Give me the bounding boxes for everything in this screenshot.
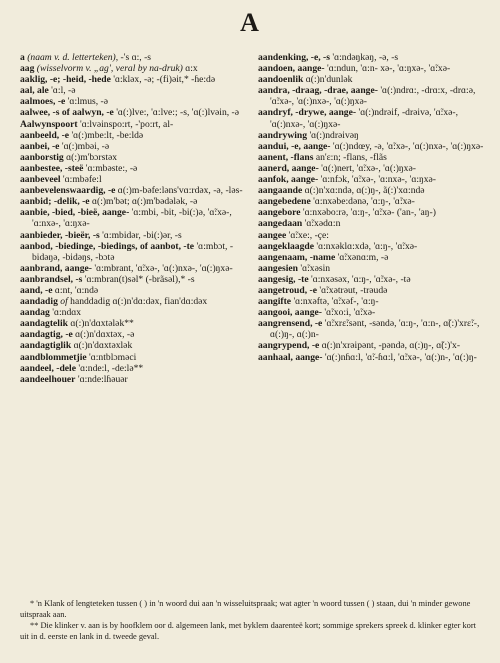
dictionary-entry (20, 85, 256, 96)
dictionary-entry (20, 185, 256, 196)
dictionary-entry (20, 130, 256, 141)
dictionary-entry (258, 163, 494, 174)
pronunciation: 'ɑ:lmus, -ə (65, 96, 109, 108)
headword: aanbestee, -steë (20, 162, 84, 174)
dictionary-entry (20, 119, 256, 130)
pronunciation: 'ɑ(:)ndrəif, -drəivə, 'ɑ̃:xə-, 'ɑ(:)nxə-, 'ɑ(:)ŋxə- (270, 107, 458, 130)
dictionary-entry (258, 130, 494, 141)
dictionary-entry (20, 318, 256, 329)
pronunciation: ɑ(:)m'bɔrstəx (63, 151, 118, 163)
pronunciation: ɑ(:)n'xɑ:ndə, ɑ(:)ŋ-, ã(:)'xɑ:ndə (302, 185, 425, 197)
dictionary-entry (20, 152, 256, 163)
headword: aanbeveel (20, 174, 61, 186)
pronunciation: 'ɑ:lvəinspo:rt, -'po:rt, al- (77, 118, 174, 130)
dictionary-entry (20, 163, 256, 174)
dictionary-entry (20, 174, 256, 185)
headword: aanbie, -bied, -bieë, aange- (20, 207, 130, 219)
dictionary-entry (258, 85, 494, 107)
headword: aandeelhouer (20, 373, 76, 385)
headword: aangeklaagde (258, 240, 314, 252)
pronunciation: 'ɑ(:)nert, 'ɑ̃:xə-, 'ɑ(:)ŋxə- (318, 162, 416, 174)
dictionary-entry (20, 241, 256, 263)
headword: aandagtig, -e (20, 329, 73, 341)
pronunciation: 'ɑ̃:xətrəut, -trəudə (316, 284, 388, 296)
dictionary-entry (258, 152, 494, 163)
pronunciation: ɑ(:)n'xrəipənt, -pəndə, ɑ(:)ŋ-, ɑ̃(:)'x- (319, 340, 461, 352)
pronunciation: ɑ(:)m'bət; ɑ(:)m'bədələk, -ə (89, 196, 198, 208)
pronunciation: 'ɑ:ndɑx (49, 307, 82, 319)
footnote-2: ** Die klinker v. aan is by hoofklem oor d. algemeen lank, met byklem daarenteë kort; sommige sprekers spreek d. klinker egter kort uit in d. eerste en lank in d. tweede geval. (20, 621, 476, 641)
dictionary-entry (258, 241, 494, 252)
pronunciation: 'ɑ:nxəftə, 'ɑ̃:xəf-, 'ɑ:ŋ- (291, 296, 379, 308)
pronunciation: 'ɑ:mbidər, -bi(:)ər, -s (99, 229, 182, 241)
pronunciation: 'ɑ:nxəklɑ:xdə, 'ɑ:ŋ-, 'ɑ̃:xə- (313, 240, 418, 252)
entry-note: of (60, 296, 71, 308)
dictionary-entry (258, 174, 494, 185)
pronunciation: 'ɑ:mbɔt, -bidəŋə, -bidəŋs, -bɔtə (32, 240, 234, 263)
headword: aandoen, aange- (258, 63, 325, 75)
dictionary-entry (20, 207, 256, 229)
dictionary-entry (258, 230, 494, 241)
dictionary-entry (20, 307, 256, 318)
entry-note: (naam v. d. letterteken) (27, 52, 116, 63)
pronunciation: 'ɑ:mbi, -bit, -bi(:)ə, 'ɑ̃:xə-, 'ɑ:nxə-, 'ɑ:ŋxə- (32, 207, 232, 230)
pronunciation: 'ɑ:ntblɔməci (86, 351, 137, 363)
dictionary-entry (258, 263, 494, 274)
dictionary-entry (20, 285, 256, 296)
dictionary-entry (20, 340, 256, 351)
headword: aangesien (258, 262, 298, 274)
dictionary-entry (20, 374, 256, 385)
pronunciation: an'ɛ:n; -flans, -flãs (313, 151, 387, 163)
dictionary-entry (20, 263, 256, 274)
headword: aanborstig (20, 151, 64, 163)
headword: aanbod, -biedinge, -biedings, of aanbot, -te (20, 240, 195, 252)
dictionary-entry (258, 340, 494, 351)
dictionary-entry (20, 363, 256, 374)
dictionary-entry (20, 96, 256, 107)
pronunciation: 'ɑ:l, -ə (48, 85, 76, 97)
headword: aanbrandsel, -s (20, 273, 83, 285)
headword: aangenaam, -name (258, 251, 336, 263)
dictionary-entry (258, 196, 494, 207)
headword: aangrensend, -e (258, 318, 323, 330)
dictionary-entry (258, 352, 494, 363)
headword: aandeel, -dele (20, 362, 76, 374)
headword: aangebedene (258, 196, 311, 208)
headword: aanbrand, aange- (20, 262, 92, 274)
pronunciation: 'ɑ(:)ndœy, -ə, 'ɑ̃:xə-, 'ɑ(:)nxə-, 'ɑ(:)ŋxə- (330, 140, 484, 152)
dictionary-entry (20, 329, 256, 340)
dictionary-entry (258, 207, 494, 218)
pronunciation: 'ɑ:ndəŋkəŋ, -ə, -s (329, 52, 399, 63)
dictionary-entry (20, 274, 256, 285)
pronunciation: ɑ(:)n'dɑxtələk** (67, 318, 134, 330)
pronunciation: ɑ:nt, 'ɑ:ndə (52, 284, 99, 296)
pronunciation: 'ɑ:mbrant, 'ɑ̃:xə-, 'ɑ(:)nxə-, 'ɑ(:)ŋxə- (91, 262, 233, 274)
dictionary-entry (258, 252, 494, 263)
pronunciation: 'ɑ:nxəsəx, 'ɑ:ŋ-, 'ɑ̃:xə-, -tə (308, 273, 411, 285)
headword: aalwee, -s of aalwyn, -e (20, 107, 114, 119)
section-letter: A (240, 8, 260, 37)
headword: aanbevelenswaardig, -e (20, 185, 116, 197)
dictionary-entry (258, 74, 494, 85)
headword: aangaande (258, 185, 303, 197)
headword: aangesig, -te (258, 273, 309, 285)
pronunciation: , -'s ɑ:, -s (115, 52, 151, 63)
headword: aandadig (20, 296, 58, 308)
headword: aangooi, aange- (258, 307, 322, 319)
headword: aanerd, aange- (258, 162, 319, 174)
pronunciation: 'ɑ:ndun, 'ɑ:n- xə-, 'ɑ:ŋxə-, 'ɑ̃:xə- (324, 63, 451, 75)
pronunciation: 'ɑ:nxəbo:rə, 'ɑ:ŋ-, 'ɑ̃:xə- ('an-, 'aŋ-) (300, 207, 436, 219)
headword: aandui, -e, aange- (258, 140, 331, 152)
dictionary-entry (20, 352, 256, 363)
headword: aangrypend, -e (258, 340, 320, 352)
dictionary-entry (258, 285, 494, 296)
pronunciation: 'ɑ:mbəfe:l (60, 174, 102, 186)
pronunciation: ɑ(:)n'dunlək (303, 74, 353, 86)
pronunciation: handdadig ɑ(:)n'dɑ:dəx, fian'dɑ:dəx (70, 296, 208, 308)
dictionary-entry (20, 52, 256, 63)
headword: aand, -e (20, 284, 53, 296)
dictionary-entry (20, 196, 256, 207)
headword: aandagtiglik (20, 340, 72, 352)
pronunciation: 'ɑ(:)mbəi, -ə (59, 140, 110, 152)
dictionary-entry (258, 107, 494, 129)
dictionary-entry (20, 230, 256, 241)
headword: aandagtelik (20, 318, 68, 330)
dictionary-entry (20, 107, 256, 118)
dictionary-entry (258, 63, 494, 74)
headword: aandryf, -drywe, aange- (258, 107, 357, 119)
pronunciation: ɑ(:)n'dɑxtəxlək (71, 340, 133, 352)
headword: aaklig, -e; -heid, -hede (20, 74, 111, 86)
pronunciation: 'ɑ:nde:lɦəuər (75, 373, 128, 385)
headword: aandag (20, 307, 50, 319)
headword: a (20, 52, 25, 63)
dictionary-entry (20, 63, 256, 74)
headword: aanfok, aange- (258, 174, 319, 186)
pronunciation: 'ɑ(:)nɦɑ:l, 'ɑ̃:-ɦɑ:l, 'ɑ̃:xə-, 'ɑ(:)n-, 'ɑ(:)ŋ- (322, 351, 477, 363)
headword: aalmoes, -e (20, 96, 66, 108)
headword: aangedaan (258, 218, 303, 230)
headword: aandoenlik (258, 74, 304, 86)
footnotes (20, 598, 484, 642)
headword: aanbieder, -bieër, -s (20, 229, 100, 241)
pronunciation: 'ɑ:nde:l, -de:lə** (75, 362, 144, 374)
headword: aanbeeld, -e (20, 129, 70, 141)
pronunciation: 'ɑ(:)ndrəivəŋ (307, 129, 359, 141)
pronunciation: 'ɑ:mbəste:, -ə (83, 162, 138, 174)
pronunciation: 'ɑ(:)ndrɑ:, -drɑ:x, -drɑ:ə, 'ɑ̃:xə-, 'ɑ(:)nxə-, 'ɑ(:)ŋxə- (270, 85, 476, 108)
pronunciation: 'ɑ:nfɔk, 'ɑ̃:xə-, 'ɑ:nxə-, 'ɑ:ŋxə- (318, 174, 437, 186)
pronunciation: 'ɑ:nxəbe:dənə, 'ɑ:ŋ-, 'ɑ̃:xə- (310, 196, 415, 208)
headword: aandenking, -e, -s (258, 52, 330, 63)
pronunciation: 'ɑ̃:xrɛ̃:sənt, -səndə, 'ɑ:ŋ-, 'ɑ:n-, ɑ̃(:)'xrɛ̃:-, ɑ(:)ŋ-, ɑ(:)n- (270, 318, 480, 341)
dictionary-entry (258, 218, 494, 229)
headword: aandra, -draag, -drae, aange- (258, 85, 378, 97)
dictionary-entry (258, 185, 494, 196)
pronunciation: 'ɑ:mbran(t)səl* (-brãsəl),* -s (82, 273, 195, 285)
pronunciation: 'ɑ̃:xəsin (297, 262, 331, 274)
dictionary-entry (20, 141, 256, 152)
headword: aag (20, 63, 35, 75)
pronunciation: 'ɑ(:)lve:, 'ɑ:lve:; -s, 'ɑ(:)lvəin, -ə (113, 107, 239, 119)
pronunciation: ɑ(:)n'dɑxtəx, -ə (72, 329, 135, 341)
headword: aangee (258, 229, 287, 241)
pronunciation: 'ɑ̃:xənɑ:m, -ə (335, 251, 389, 263)
right-column (258, 52, 494, 363)
headword: aanhaal, aange- (258, 351, 323, 363)
pronunciation: ɑ:x (182, 63, 198, 75)
dictionary-entry (20, 296, 256, 307)
headword: Aalwynspoort (20, 118, 78, 130)
headword: aandrywing (258, 129, 308, 141)
headword: aangebore (258, 207, 301, 219)
headword: aangetroud, -e (258, 284, 317, 296)
pronunciation: 'ɑ:kləx, -ə; -(fi)əit,* -ɦe:də (110, 74, 216, 86)
dictionary-entry (258, 318, 494, 340)
pronunciation: 'ɑ̃:xe:, -çe: (286, 229, 329, 241)
headword: aanbei, -e (20, 140, 60, 152)
dictionary-entry (258, 307, 494, 318)
dictionary-entry (258, 141, 494, 152)
headword: aanent, -flans (258, 151, 314, 163)
dictionary-entry (258, 52, 494, 63)
dictionary-entry (258, 296, 494, 307)
entry-note: (wisselvorm v. „ag', veral by na-druk) (36, 63, 183, 75)
headword: aangifte (258, 296, 292, 308)
footnote-1: * 'n Klank of lengteteken tussen ( ) in 'n woord dui aan 'n wisseluitspraak; wat agter 'n woord tussen ( ) staan, dui 'n minder gewone uitspraak aan. (20, 599, 471, 619)
pronunciation: 'ɑ̃:xo:i, 'ɑ̃:xə- (321, 307, 376, 319)
dictionary-entry (20, 74, 256, 85)
pronunciation: ɑ(:)m-bəfe:ləns'vɑ:rdəx, -ə, -ləs- (115, 185, 243, 197)
headword: aanbid; -delik, -e (20, 196, 90, 208)
pronunciation: 'ɑ̃:xədɑ:n (302, 218, 341, 230)
left-column (20, 52, 256, 385)
dictionary-entry (258, 274, 494, 285)
headword: aandblommetjie (20, 351, 87, 363)
headword: aal, ale (20, 85, 49, 97)
pronunciation: 'ɑ(:)mbe:lt, -be:ldə (69, 129, 144, 141)
